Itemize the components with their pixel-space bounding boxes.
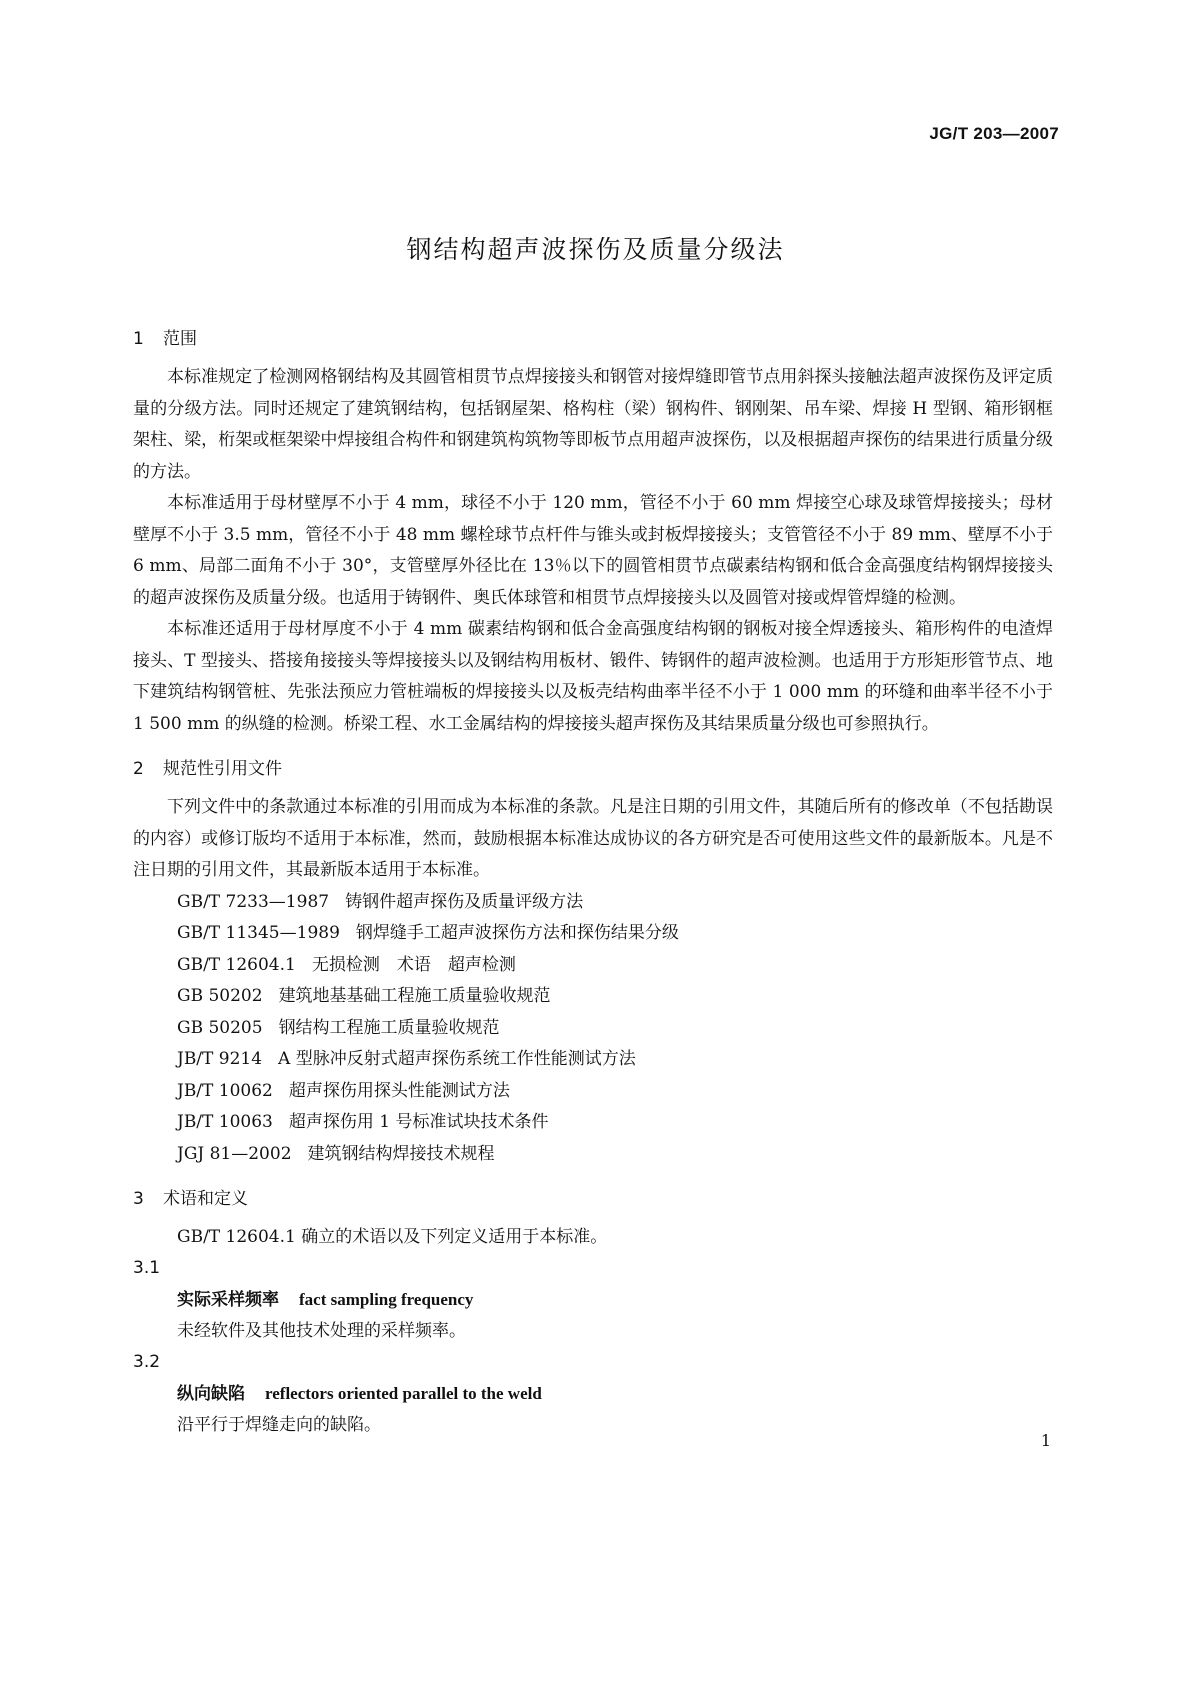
section-title: 术语和定义 [163,1189,248,1209]
term-chinese: 实际采样频率 [177,1290,279,1310]
term-chinese: 纵向缺陷 [177,1384,245,1404]
section-2-heading [133,754,1053,784]
standard-code: JG/T 203—2007 [929,124,1059,143]
reference-list [177,887,1053,1171]
term-entry [177,1378,1053,1410]
reference-item [177,887,1053,919]
reference-item [177,981,1053,1013]
section-number: 1 [133,329,144,349]
reference-title: 钢焊缝手工超声波探伤方法和探伤结果分级 [355,923,679,943]
reference-item [177,1044,1053,1076]
term-english: fact sampling frequency [299,1290,474,1309]
reference-code: JB/T 9214 [177,1049,263,1069]
reference-code: GB 50205 [177,1017,263,1038]
reference-code: JGJ 81—2002 [177,1143,292,1164]
term-english: reflectors oriented parallel to the weld [265,1384,542,1403]
reference-title: 无损检测 术语 超声检测 [311,954,516,975]
reference-title: 建筑地基基础工程施工质量验收规范 [278,986,551,1006]
paragraph: 本标准规定了检测网格钢结构及其圆管相贯节点焊接接头和钢管对接焊缝即管节点用斜探头接触法超声波探伤及评定质量的分级方法。同时还规定了建筑钢结构，包括钢屋架、格构柱（梁）钢构件、钢刚架、吊车梁、焊接 H 型钢、箱形钢框架柱、梁，桁架或框架梁中焊接组合构件和钢建筑构筑物等即板节点用超声波探伤，以及根据超声探伤的结果进行质量分级的方法。 [133,367,1053,482]
reference-code: GB/T 11345—1989 [177,923,340,943]
document-body [133,324,1053,1441]
term-number: 3.1 [133,1258,161,1278]
reference-code: GB/T 12604.1 [177,954,296,975]
reference-title: 建筑钢结构焊接技术规程 [307,1143,495,1164]
reference-title: 超声探伤用探头性能测试方法 [288,1080,510,1101]
section-title: 规范性引用文件 [163,759,282,779]
reference-title: 铸钢件超声探伤及质量评级方法 [345,891,584,912]
section-3-heading [133,1184,1053,1214]
reference-item [177,1107,1053,1139]
reference-item [177,1139,1053,1171]
terms-intro: GB/T 12604.1 确立的术语以及下列定义适用于本标准。 [177,1227,608,1247]
reference-title: 超声探伤用 1 号标准试块技术条件 [288,1112,549,1132]
reference-code: JB/T 10063 [177,1112,273,1132]
reference-title: 钢结构工程施工质量验收规范 [278,1017,500,1038]
reference-code: GB 50202 [177,986,263,1006]
paragraph: 下列文件中的条款通过本标准的引用而成为本标准的条款。凡是注日期的引用文件，其随后所有的修改单（不包括勘误的内容）或修订版均不适用于本标准，然而，鼓励根据本标准达成协议的各方研究是否可使用这些文件的最新版本。凡是不注日期的引用文件，其最新版本适用于本标准。 [133,797,1053,880]
term-definition: 沿平行于焊缝走向的缺陷。 [177,1415,381,1435]
section-1-heading [133,324,1053,354]
section-number: 2 [133,759,144,779]
section-number: 3 [133,1189,144,1209]
paragraph: 本标准还适用于母材厚度不小于 4 mm 碳素结构钢和低合金高强度结构钢的钢板对接全焊透接头、箱形构件的电渣焊接头、T 型接头、搭接角接接头等焊接接头以及钢结构用板材、锻件、铸钢件的超声波检测。也适用于方形矩形管节点、地下建筑结构钢管桩、先张法预应力管桩端板的焊接接头以及板壳结构曲率半径不小于 1 000 mm 的环缝和曲率半径不小于 1 500 mm 的纵缝的检测。桥梁工程、水工金属结构的焊接接头超声探伤及其结果质量分级也可参照执行。 [133,619,1053,734]
reference-code: JB/T 10062 [177,1080,273,1101]
section-title: 范围 [163,329,197,349]
term-entry [177,1284,1053,1316]
paragraph: 本标准适用于母材壁厚不小于 4 mm，球径不小于 120 mm，管径不小于 60 mm 焊接空心球及球管焊接接头；母材壁厚不小于 3.5 mm，管径不小于 48 mm 螺栓球节点杆件与锥头或封板焊接接头；支管管径不小于 89 mm、壁厚不小于 6 mm、局部二面角不小于 30°，支管壁厚外径比在 13％以下的圆管相贯节点碳素结构钢和低合金高强度结构钢焊接接头的超声波探伤及质量分级。也适用于铸钢件、奥氏体球管和相贯节点焊接接头以及圆管对接或焊管焊缝的检测。 [133,493,1053,608]
term-definition: 未经软件及其他技术处理的采样频率。 [177,1321,466,1341]
reference-item [177,918,1053,950]
page-number: 1 [1040,1431,1051,1450]
document-title: 钢结构超声波探伤及质量分级法 [406,235,785,264]
reference-title: A 型脉冲反射式超声探伤系统工作性能测试方法 [278,1049,636,1069]
reference-item [177,950,1053,982]
reference-item [177,1013,1053,1045]
term-number: 3.2 [133,1352,161,1372]
reference-item [177,1076,1053,1108]
reference-code: GB/T 7233—1987 [177,891,330,912]
